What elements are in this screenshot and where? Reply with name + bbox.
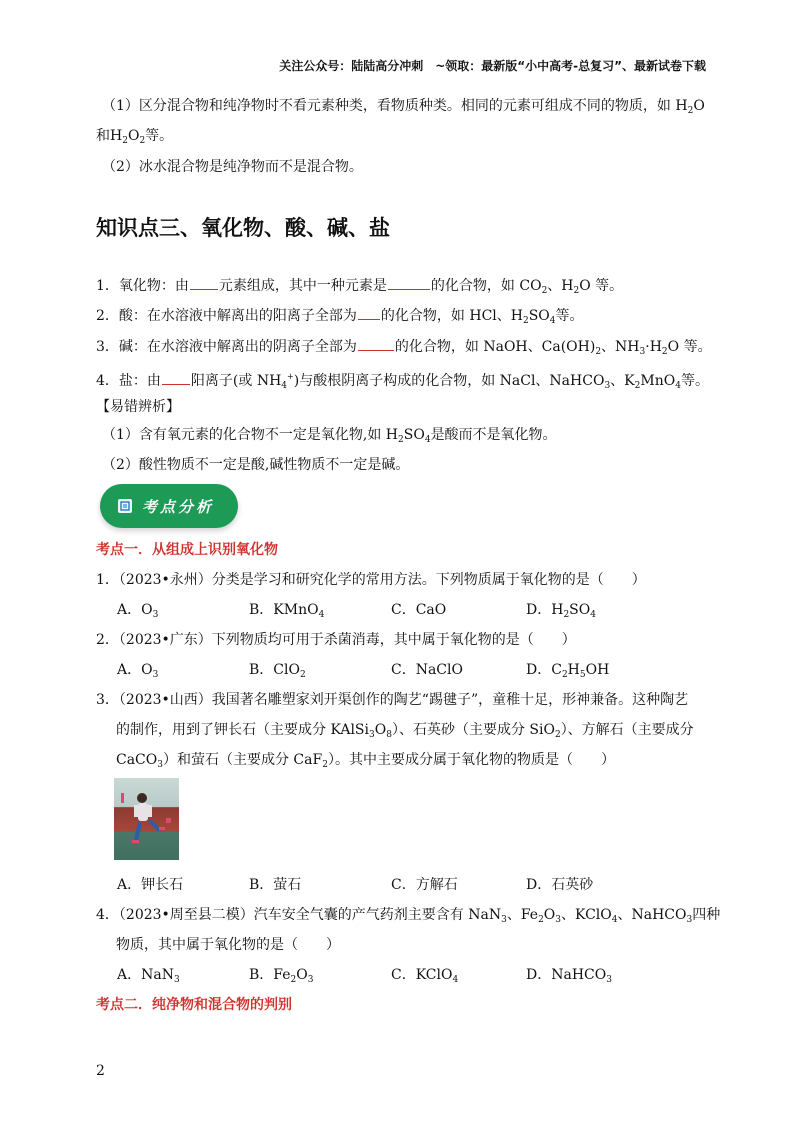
option-a: A．钾长石 xyxy=(117,877,184,893)
notebook-icon xyxy=(118,499,132,513)
question-3-line-3: CaCO$_3$）和萤石（主要成分 CaF$_2$）。其中主要成分属于氧化物的物质是（ ） xyxy=(116,752,615,770)
error-2: （2）酸性物质不一定是酸,碱性物质不一定是碱。 xyxy=(102,457,410,473)
option-a: A．$O_3$ xyxy=(117,662,159,680)
page-header: 关注公众号：陆陆高分冲刺 ~领取：最新版“小中高考-总复习”、最新试卷下载 xyxy=(279,59,706,73)
topic-2-title: 考点二．纯净物和混合物的判别 xyxy=(96,997,292,1013)
def-salt: 4．盐：由 阳离子(或 $NH_4^+$)与酸根阴离子构成的化合物，如 NaCl、NaHCO$_3$、$K_2MnO_4$等。 xyxy=(96,372,709,391)
option-a: A．NaN$_3$ xyxy=(117,967,180,985)
question-4-line-1: 4．（2023•周至县二模）汽车安全气囊的产气药剂主要含有 NaN$_3$、$Fe_2O_3$、KClO$_4$、NaHCO$_3$四种 xyxy=(96,907,721,925)
question-3-options xyxy=(117,875,717,895)
question-1-stem: 1．（2023•永州）分类是学习和研究化学的常用方法。下列物质属于氧化物的是（ ） xyxy=(96,572,646,588)
option-c: C．方解石 xyxy=(391,877,458,893)
section-title: 知识点三、氧化物、酸、碱、盐 xyxy=(96,216,390,240)
option-d: D．NaHCO$_3$ xyxy=(526,967,612,985)
question-4-options xyxy=(117,965,717,985)
def-acid: 2．酸：在水溶液中解离出的阳离子全部为 的化合物，如 HCl、$H_2SO_4$等。 xyxy=(96,305,584,331)
option-d: D．石英砂 xyxy=(526,877,594,893)
question-3-line-1: 3．（2023•山西）我国著名雕塑家刘开渠创作的陶艺“踢毽子”，童稚十足，形神兼备。这种陶艺 xyxy=(96,692,689,708)
analysis-badge xyxy=(100,484,238,528)
note-2: （2）冰水混合物是纯净物而不是混合物。 xyxy=(102,159,363,175)
pottery-photo xyxy=(114,778,179,860)
errors-title: 【易错辨析】 xyxy=(96,399,180,415)
def-base: 3．碱：在水溶液中解离出的阴离子全部为 的化合物，如 NaOH、$Ca(OH)_2$、$NH_3\cdot H_2O$ 等。 xyxy=(96,336,712,362)
page-number: 2 xyxy=(96,1063,105,1079)
question-4-line-2: 物质，其中属于氧化物的是（ ） xyxy=(116,937,340,953)
question-2-options xyxy=(117,660,717,680)
option-a: A．$O_3$ xyxy=(117,602,159,620)
error-1: （1）含有氧元素的化合物不一定是氧化物,如 $H_2SO_4$是酸而不是氧化物。 xyxy=(102,427,557,445)
question-1-options xyxy=(117,600,717,620)
badge-label: 考点分析 xyxy=(142,497,215,516)
question-3-line-2: 的制作，用到了钾长石（主要成分 $KAlSi_3O_8$）、石英砂（主要成分 SiO$_2$）、方解石（主要成分 xyxy=(116,722,694,740)
note-1-cont: 和$H_2O_2$等。 xyxy=(96,128,174,146)
topic-1-title: 考点一．从组成上识别氧化物 xyxy=(96,542,278,558)
option-b: B．ClO$_2$ xyxy=(249,662,306,680)
option-c: C．KClO$_4$ xyxy=(391,967,459,985)
def-oxide: 1．氧化物：由 元素组成，其中一种元素是 的化合物，如 $CO_2$、$H_2O$ 等。 xyxy=(96,275,623,301)
option-b: B．KMnO$_4$ xyxy=(249,602,325,620)
option-c: C．CaO xyxy=(391,602,447,618)
option-d: D．$H_2SO_4$ xyxy=(526,602,596,620)
option-b: B．$Fe_2O_3$ xyxy=(249,967,314,985)
option-c: C．NaClO xyxy=(391,662,463,678)
option-d: D．$C_2H_5OH$ xyxy=(526,662,610,680)
note-1: （1）区分混合物和纯净物时不看元素种类，看物质种类。相同的元素可组成不同的物质，如 $H_2O$ xyxy=(102,98,705,116)
option-b: B．萤石 xyxy=(249,877,302,893)
question-2-stem: 2．（2023•广东）下列物质均可用于杀菌消毒，其中属于氧化物的是（ ） xyxy=(96,632,576,648)
